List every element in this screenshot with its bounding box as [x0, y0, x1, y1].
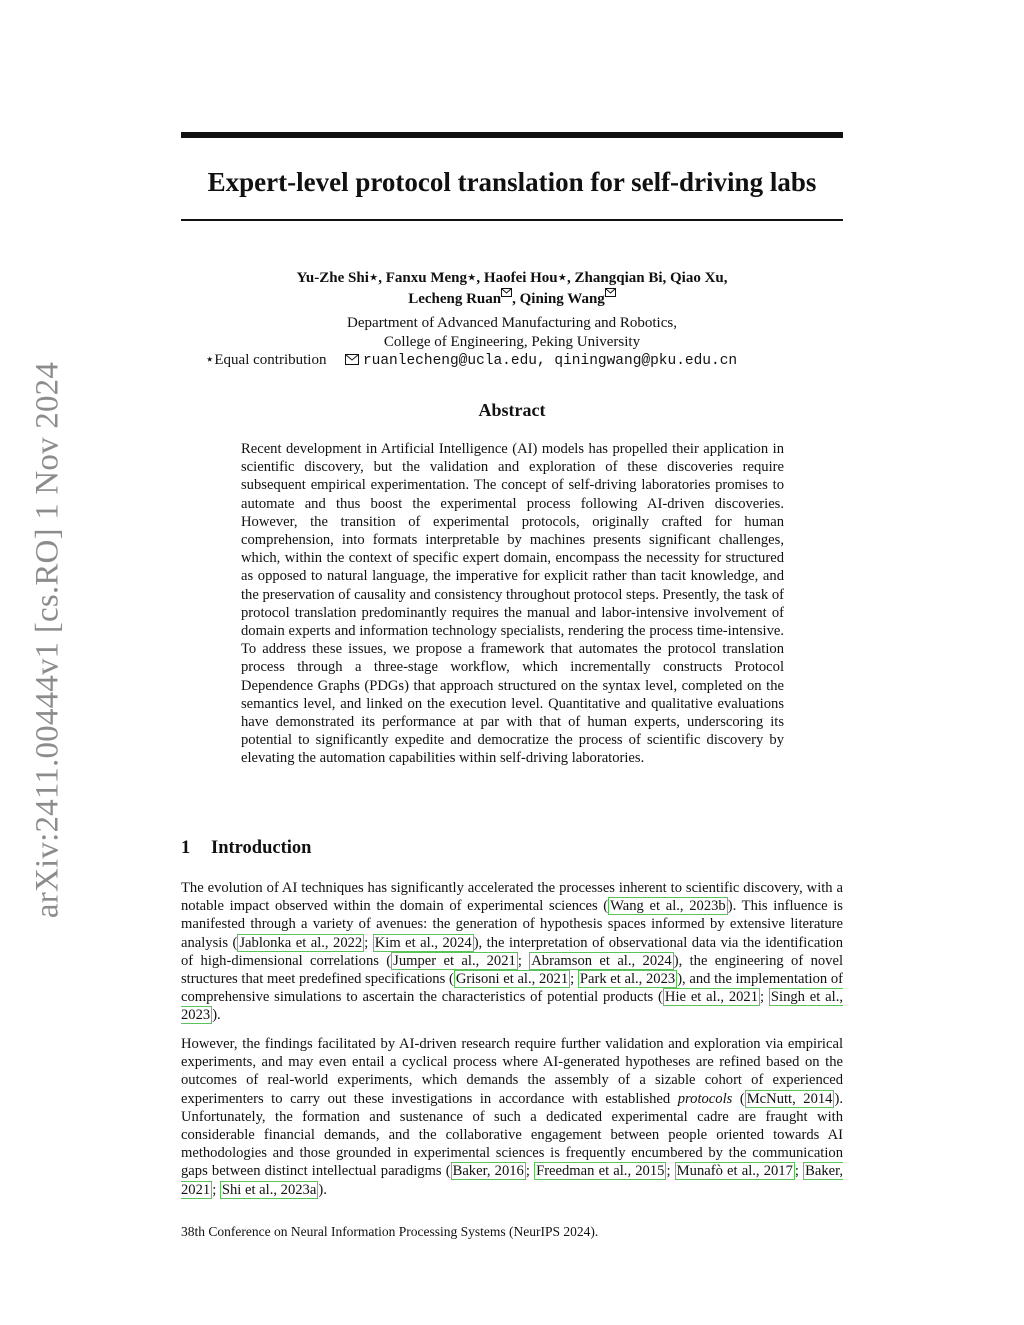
contribution-and-emails: [205, 351, 737, 371]
para-text: (: [732, 1090, 745, 1107]
authors-line-2: [181, 288, 843, 309]
citation-link[interactable]: McNutt, 2014: [746, 1090, 833, 1107]
envelope-icon: [605, 288, 616, 297]
title-rule-top: [181, 132, 843, 138]
citation-link[interactable]: Baker, 2021: [181, 1163, 844, 1198]
para-text: ), the interpretation of observational data via the identification of high-dimensional correlations (: [181, 934, 843, 969]
author-list: [181, 268, 843, 309]
para-text: ).: [318, 1181, 327, 1198]
para-text: ;: [760, 989, 769, 1006]
para-text: ;: [570, 971, 578, 988]
para-text: ). Unfortunately, the formation and sustenance of such a dedicated experimental cadre are fraught with considerable financial demands, and the collaborative engagement between people oriented towards AI methodologies and those grounded in experimental sciences is frequently encumbered by the communication gaps between distinct intellectual paradigms (: [181, 1090, 843, 1180]
affiliation-line-1: Department of Advanced Manufacturing and Robotics,: [347, 315, 677, 331]
section-number: 1: [181, 838, 191, 858]
abstract-heading: Abstract: [478, 400, 546, 420]
abstract-text: Recent development in Artificial Intelligence (AI) models has propelled their application in scientific discovery, but the validation and exploration of these discoveries require subsequent empirical experimentation. The concept of self-driving laboratories promises to automate and thus boost the experimental process following AI-driven discoveries. However, the transition of experimental protocols, originally crafted for human comprehension, into formats interpretable by machines presents significant challenges, which, within the context of specific expert domain, encompass the necessity for structured as opposed to natural language, the imperative for explicit rather than tacit knowledge, and the preservation of causality and consistency throughout protocol steps. Presently, the task of protocol translation predominantly requires the manual and labor-intensive involvement of domain experts and information technology specialists, rendering the process time-intensive. To address these issues, we propose a framework that automates the protocol translation process through a three-stage workflow, which incrementally constructs Protocol Dependence Graphs (PDGs) that approach structured on the syntax level, completed on the semantics level, and linked on the execution level. Quantitative and qualitative evaluations have demonstrated its performance at par with that of human experts, underscoring its potential to significantly expedite and democratize the process of scientific discovery by elevating the automation capabilities within self-driving laboratories.: [241, 441, 784, 767]
section-heading: [181, 838, 311, 859]
citation-link[interactable]: Wang et al., 2023b: [610, 898, 726, 915]
title-rule-bottom: [181, 219, 843, 221]
para-text: ), the engineering of novel structures that meet predefined specifications (: [181, 952, 844, 988]
para-text: ).: [212, 1007, 221, 1024]
para-text: However, the findings facilitated by AI-driven research require further validation and exploration via empirical experiments, and may even entail a cyclical process where AI-generated hypotheses are refined based on the outcomes of real-world experiments, which demands the assembly of a sizable cohort of experienced experimenters to carry out these investigations in accordance with established: [181, 1036, 843, 1107]
para-text: ;: [666, 1163, 675, 1180]
emphasis-protocols: protocols: [677, 1090, 733, 1107]
citation-link[interactable]: Shi et al., 2023a: [221, 1181, 317, 1198]
citation-link[interactable]: Hie et al., 2021: [664, 989, 759, 1006]
intro-paragraph-1: [181, 879, 843, 1025]
citation-link[interactable]: Park et al., 2023: [579, 971, 676, 988]
citation-link[interactable]: Munafò et al., 2017: [676, 1163, 793, 1180]
equal-contribution-note: ⋆Equal contribution: [205, 352, 327, 368]
email-addresses[interactable]: ruanlecheng@ucla.edu, qiningwang@pku.edu.cn: [362, 353, 738, 369]
author-wang: , Qining Wang: [512, 291, 605, 307]
para-text: ;: [364, 934, 373, 951]
citation-link[interactable]: Freedman et al., 2015: [536, 1163, 665, 1180]
citation-link[interactable]: Jablonka et al., 2022: [239, 934, 363, 951]
citation-link[interactable]: Jumper et al., 2021: [393, 952, 516, 969]
citation-link[interactable]: Kim et al., 2024: [374, 934, 472, 951]
para-text: ). This influence is manifested through a variety of avenues: the generation of hypothesis spaces informed by extensive literature analysis (: [181, 898, 843, 951]
para-text: ), and the implementation of comprehensive simulations to ascertain the characteristics of potential products (: [181, 971, 844, 1006]
para-text: ;: [525, 1163, 535, 1180]
envelope-icon: [501, 288, 512, 297]
conference-footnote: 38th Conference on Neural Information Processing Systems (NeurIPS 2024).: [181, 1224, 599, 1239]
paper-title: Expert-level protocol translation for self-driving labs: [207, 167, 817, 197]
citation-link[interactable]: Abramson et al., 2024: [531, 952, 672, 969]
envelope-icon: [345, 354, 359, 365]
para-text: ;: [794, 1163, 804, 1180]
intro-paragraph-2: [181, 1035, 843, 1199]
para-text: ;: [212, 1181, 220, 1198]
para-text: ;: [517, 952, 530, 969]
citation-link[interactable]: Baker, 2016: [452, 1163, 524, 1180]
citation-link[interactable]: Grisoni et al., 2021: [455, 971, 569, 988]
authors-line-1: Yu-Zhe Shi⋆, Fanxu Meng⋆, Haofei Hou⋆, Zhangqian Bi, Qiao Xu,: [296, 270, 728, 286]
affiliation-line-2: College of Engineering, Peking University: [383, 334, 641, 350]
section-title: Introduction: [211, 838, 312, 858]
citation-link[interactable]: Singh et al., 2023: [181, 989, 843, 1024]
author-ruan: Lecheng Ruan: [408, 291, 502, 307]
arxiv-identifier: arXiv:2411.00444v1 [cs.RO] 1 Nov 2024: [29, 361, 66, 919]
affiliation: [181, 314, 843, 352]
para-text: The evolution of AI techniques has significantly accelerated the processes inherent to scientific discovery, with a notable impact observed within the domain of experimental sciences (: [181, 880, 843, 915]
